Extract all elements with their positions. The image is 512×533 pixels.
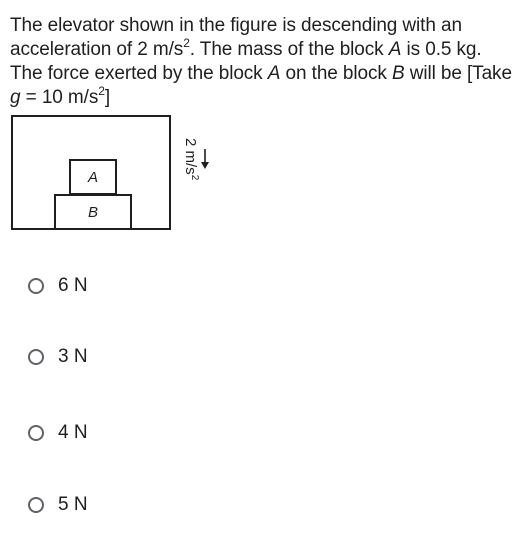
block-b-label: B [87,204,98,221]
elevator-diagram [0,0,474,260]
question-line-2-exponent: 2 [183,35,190,50]
question-line-4-text-a: = 10 m/s [20,87,99,108]
radio-button-icon[interactable] [28,349,44,365]
block-a-label: A [87,169,98,186]
question-line-2-text-c: is 0.5 kg. [401,39,482,60]
question-line-1: The elevator shown in the figure is descending with an [10,15,462,36]
question-line-2-variable: A [388,39,402,60]
question-line-4-exponent: 2 [98,83,105,98]
question-line-3-text-a: The force exerted by the block [10,63,268,84]
option-6n[interactable] [28,274,88,298]
option-label: 3 N [58,346,88,367]
question-line-3-variable-2: B [391,63,405,84]
question-line-3-text-c: will be [Take [404,63,512,84]
option-label: 5 N [58,494,88,515]
acceleration-exponent: 2 [189,174,200,181]
question-line-4-variable: g [10,87,21,108]
option-4n[interactable] [28,421,88,445]
acceleration-value: 2 m/s [182,138,199,175]
elevator-figure [0,0,474,260]
radio-button-icon[interactable] [28,425,44,441]
question-line-4-text-b: ] [104,87,111,108]
question-line-3-text-b: on the block [280,63,392,84]
question-line-3-variable-1: A [267,63,281,84]
radio-button-icon[interactable] [28,278,44,294]
radio-button-icon[interactable] [28,497,44,513]
down-arrow-icon [201,149,209,169]
question-line-2-text-a: acceleration of 2 m/s [10,39,184,60]
acceleration-label [182,138,199,180]
option-label: 6 N [58,275,88,296]
option-3n[interactable] [28,345,88,369]
question-line-2-text-b: . The mass of the block [189,39,389,60]
option-label: 4 N [58,422,88,443]
option-5n[interactable] [28,493,88,517]
